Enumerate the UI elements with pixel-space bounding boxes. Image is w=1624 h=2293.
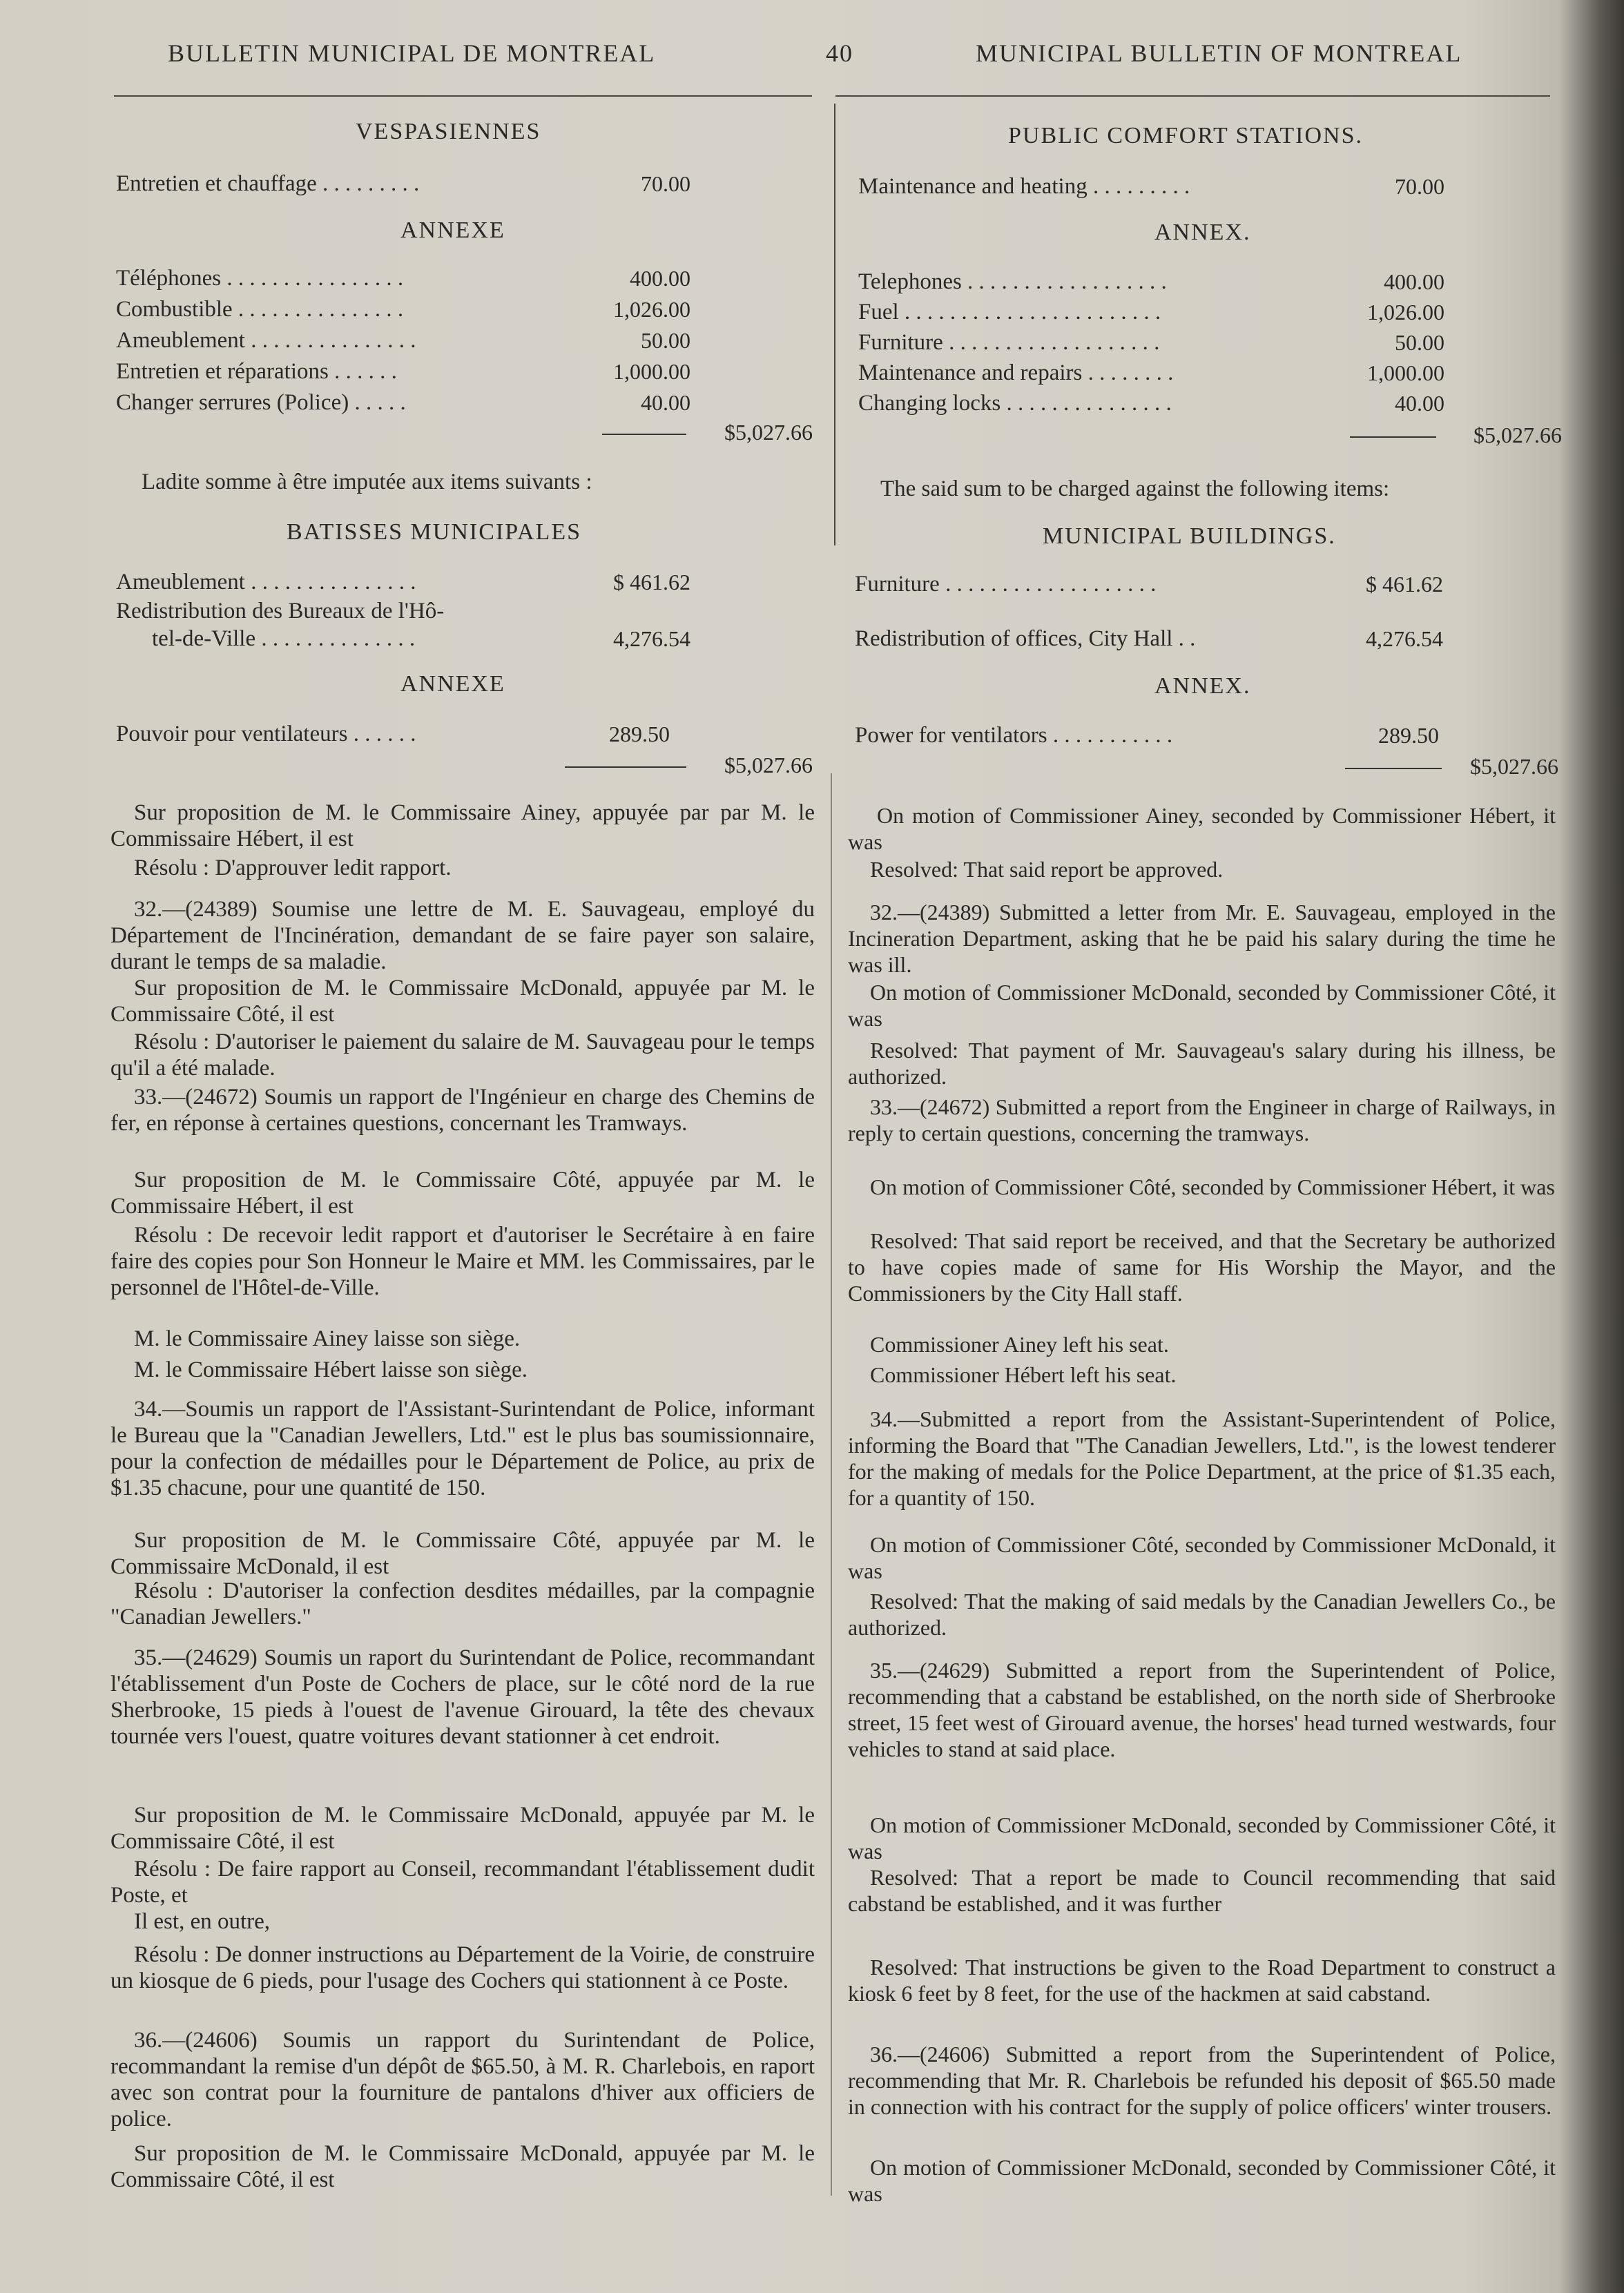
page-number: 40 [826,39,853,67]
column-divider-lower [831,773,832,2196]
minute-paragraph: Résolu : De recevoir ledit rapport et d'autoriser le Secrétaire à en faire faire des copies pour Son Honneur le Maire et MM. les Commissaires, par le personnel de l'Hôtel-de-Ville. [110,1223,815,1300]
account-amount: 1,000.00 [1367,360,1444,385]
account-total: $5,027.66 [724,753,813,777]
heading-annex: ANNEX. [1154,673,1251,699]
sum-rule [602,434,686,435]
minute-paragraph: On motion of Commissioner McDonald, seconded by Commissioner Côté, it was [848,1812,1556,1864]
intro-text: The said sum to be charged against the following items: [880,476,1390,501]
account-amount: 70.00 [1395,174,1444,199]
minute-paragraph: 35.—(24629) Submitted a report from the Superintendent of Police, recommending that a cabstand be established, on the north side of Sherbrooke street, 15 feet west of Girouard avenue, the horses' head turned westwards, four vehicles to stand at said place. [848,1658,1556,1761]
account-label: Power for ventilators . . . . . . . . . . . [855,723,1173,748]
account-amount: 40.00 [1395,391,1444,416]
account-label: Fuel . . . . . . . . . . . . . . . . . . . . . . . [858,300,1161,325]
heading-municipal-buildings: MUNICIPAL BUILDINGS. [1043,523,1336,549]
minute-paragraph: 36.—(24606) Soumis un rapport du Surintendant de Police, recommandant la remise d'un dépôt de $65.50, à M. R. Charlebois, en raport avec son contrat pour la fourniture de pantalons d'hiver aux officiers de police. [110,2028,815,2131]
column-divider [834,104,835,545]
header-rule-right [835,95,1550,97]
minute-paragraph: Sur proposition de M. le Commissaire McDonald, appuyée par M. le Commissaire Côté, il est [110,976,815,1027]
minute-paragraph: Resolved: That a report be made to Council recommending that said cabstand be established, and it was further [848,1865,1556,1916]
minute-paragraph: Résolu : D'autoriser la confection desdites médailles, par la compagnie "Canadian Jewellers." [110,1578,815,1629]
minute-paragraph: Commissioner Hébert left his seat. [870,1362,1177,1387]
sum-rule [1350,436,1436,438]
account-label-line1: Redistribution des Bureaux de l'Hô- [116,599,445,623]
minute-paragraph: On motion of Commissioner Côté, seconded by Commissioner McDonald, it was [848,1532,1556,1583]
heading-batisses: BATISSES MUNICIPALES [287,519,581,545]
account-amount: 400.00 [630,266,690,291]
minute-paragraph: Sur proposition de M. le Commissaire McDonald, appuyée par M. le Commissaire Côté, il est [110,1803,815,1854]
minute-paragraph: Résolu : D'autoriser le paiement du salaire de M. Sauvageau pour le temps qu'il a été malade. [110,1029,815,1081]
account-label: Ameublement . . . . . . . . . . . . . . . [116,328,416,353]
minute-paragraph: Résolu : De donner instructions au Département de la Voirie, de construire un kiosque de 6 pieds, pour l'usage des Cochers qui stationnent à ce Poste. [110,1942,815,1993]
minute-paragraph: Resolved: That payment of Mr. Sauvageau's salary during his illness, be authorized. [848,1038,1556,1089]
account-amount: 50.00 [1395,330,1444,355]
minute-paragraph: Sur proposition de M. le Commissaire Ainey, appuyée par par M. le Commissaire Hébert, il est [110,800,815,851]
minute-paragraph: On motion of Commissioner Côté, seconded by Commissioner Hébert, it was [870,1174,1555,1199]
account-label: Maintenance and repairs . . . . . . . . [858,360,1174,385]
account-label: Entretien et réparations . . . . . . [116,359,397,384]
account-label: Ameublement . . . . . . . . . . . . . . . [116,570,416,594]
account-amount: 289.50 [1378,723,1439,748]
minute-paragraph: Resolved: That the making of said medals by the Canadian Jewellers Co., be authorized. [848,1589,1556,1640]
account-label: Changer serrures (Police) . . . . . [116,390,406,415]
account-label: Furniture . . . . . . . . . . . . . . . . . . . [855,572,1157,597]
account-total: $5,027.66 [1470,754,1558,779]
header-title-english: MUNICIPAL BULLETIN OF MONTREAL [976,39,1462,67]
heading-vespasiennes: VESPASIENNES [356,119,541,144]
header-title-french: BULLETIN MUNICIPAL DE MONTREAL [168,39,656,67]
minute-paragraph: 34.—Soumis un rapport de l'Assistant-Surintendant de Police, informant le Bureau que la "Canadian Jewellers, Ltd." est le plus bas soumissionnaire, pour la confection de médailles pour le Département de Police, au prix de $1.35 chacune, pour une quantité de 150. [110,1397,815,1500]
account-label: Téléphones . . . . . . . . . . . . . . . . [116,266,404,291]
minute-paragraph: Il est, en outre, [134,1909,271,1934]
minute-paragraph: M. le Commissaire Hébert laisse son siège. [134,1357,528,1382]
account-amount: 1,026.00 [613,297,690,322]
account-label: Redistribution of offices, City Hall . . [855,626,1196,651]
header-rule-left [114,95,812,97]
minute-paragraph: On motion of Commissioner McDonald, seconded by Commissioner Côté, it was [848,2155,1556,2206]
account-amount: $ 461.62 [613,570,690,594]
sum-rule [1345,768,1442,769]
minute-paragraph: Résolu : D'approuver ledit rapport. [134,855,452,880]
minute-paragraph: Resolved: That instructions be given to the Road Department to construct a kiosk 6 feet by 8 feet, for the use of the hackmen at said cabstand. [848,1955,1556,2006]
account-label: Pouvoir pour ventilateurs . . . . . . [116,722,416,746]
account-amount: 4,276.54 [1366,626,1443,651]
account-amount: 4,276.54 [613,626,690,651]
account-amount: 1,026.00 [1367,300,1444,325]
minute-paragraph: 33.—(24672) Soumis un rapport de l'Ingénieur en charge des Chemins de fer, en réponse à certaines questions, concernant les Tramways. [110,1085,815,1136]
minute-paragraph: Resolved: That said report be approved. [870,857,1224,882]
minute-paragraph: Sur proposition de M. le Commissaire Côté, appuyée par M. le Commissaire McDonald, il est [110,1528,815,1579]
minute-paragraph: On motion of Commissioner Ainey, seconded by Commissioner Hébert, it was [848,803,1556,854]
intro-text: Ladite somme à être imputée aux items suivants : [142,470,592,494]
heading-annexe: ANNEXE [400,671,505,697]
minute-paragraph: Sur proposition de M. le Commissaire McDonald, appuyée par M. le Commissaire Côté, il est [110,2141,815,2192]
minute-paragraph: Résolu : De faire rapport au Conseil, recommandant l'établissement dudit Poste, et [110,1857,815,1908]
minute-paragraph: Sur proposition de M. le Commissaire Côté, appuyée par M. le Commissaire Hébert, il est [110,1168,815,1219]
account-label: Entretien et chauffage . . . . . . . . . [116,171,420,196]
account-label: Maintenance and heating . . . . . . . . . [858,174,1190,199]
account-label: Changing locks . . . . . . . . . . . . . . . [858,391,1172,416]
account-label: Furniture . . . . . . . . . . . . . . . . . . . [858,330,1160,355]
sum-rule [565,766,686,768]
account-amount: 50.00 [641,328,690,353]
minute-paragraph: M. le Commissaire Ainey laisse son siège. [134,1326,521,1351]
minute-paragraph: 32.—(24389) Submitted a letter from Mr. E. Sauvageau, employed in the Incineration Department, asking that he be paid his salary during the time he was ill. [848,900,1556,977]
account-label: Telephones . . . . . . . . . . . . . . . . . . [858,269,1167,294]
account-label: tel-de-Ville . . . . . . . . . . . . . . [152,626,416,651]
minute-paragraph: 33.—(24672) Submitted a report from the Engineer in charge of Railways, in reply to certain questions, concerning the tramways. [848,1094,1556,1145]
account-amount: 70.00 [641,171,690,196]
heading-comfort-stations: PUBLIC COMFORT STATIONS. [1008,123,1363,148]
minute-paragraph: 35.—(24629) Soumis un raport du Surintendant de Police, recommandant l'établissement d'un Poste de Cochers de place, sur le côté nord de la rue Sherbrooke, 15 pieds à l'ouest de l'avenue Girouard, la tête des chevaux tournée vers l'ouest, quatre voitures devant stationner à cet endroit. [110,1645,815,1749]
account-amount: 40.00 [641,390,690,415]
account-label: Combustible . . . . . . . . . . . . . . . [116,297,404,322]
heading-annexe: ANNEXE [400,217,505,243]
minute-paragraph: On motion of Commissioner McDonald, seconded by Commissioner Côté, it was [848,980,1556,1031]
heading-annex: ANNEX. [1154,220,1251,245]
account-amount: $ 461.62 [1366,572,1443,597]
account-amount: 1,000.00 [613,359,690,384]
minute-paragraph: Commissioner Ainey left his seat. [870,1332,1169,1357]
minute-paragraph: Resolved: That said report be received, and that the Secretary be authorized to have copies made of same for His Worship the Mayor, and the Commissioners by the City Hall staff. [848,1228,1556,1306]
account-total: $5,027.66 [724,420,813,445]
account-total: $5,027.66 [1473,423,1562,447]
minute-paragraph: 36.—(24606) Submitted a report from the Superintendent of Police, recommending that Mr. R. Charlebois be refunded his deposit of $65.50 made in connection with his contract for the supply of police officers' winter trousers. [848,2042,1556,2119]
account-amount: 289.50 [609,722,670,746]
minute-paragraph: 32.—(24389) Soumise une lettre de M. E. Sauvageau, employé du Département de l'Incinération, demandant de se faire payer son salaire, durant le temps de sa maladie. [110,897,815,974]
account-amount: 400.00 [1384,269,1444,294]
minute-paragraph: 34.—Submitted a report from the Assistant-Superintendent of Police, informing the Board that "The Canadian Jewellers, Ltd.", is the lowest tenderer for the making of medals for the Police Department, at the price of $1.35 each, for a quantity of 150. [848,1406,1556,1510]
